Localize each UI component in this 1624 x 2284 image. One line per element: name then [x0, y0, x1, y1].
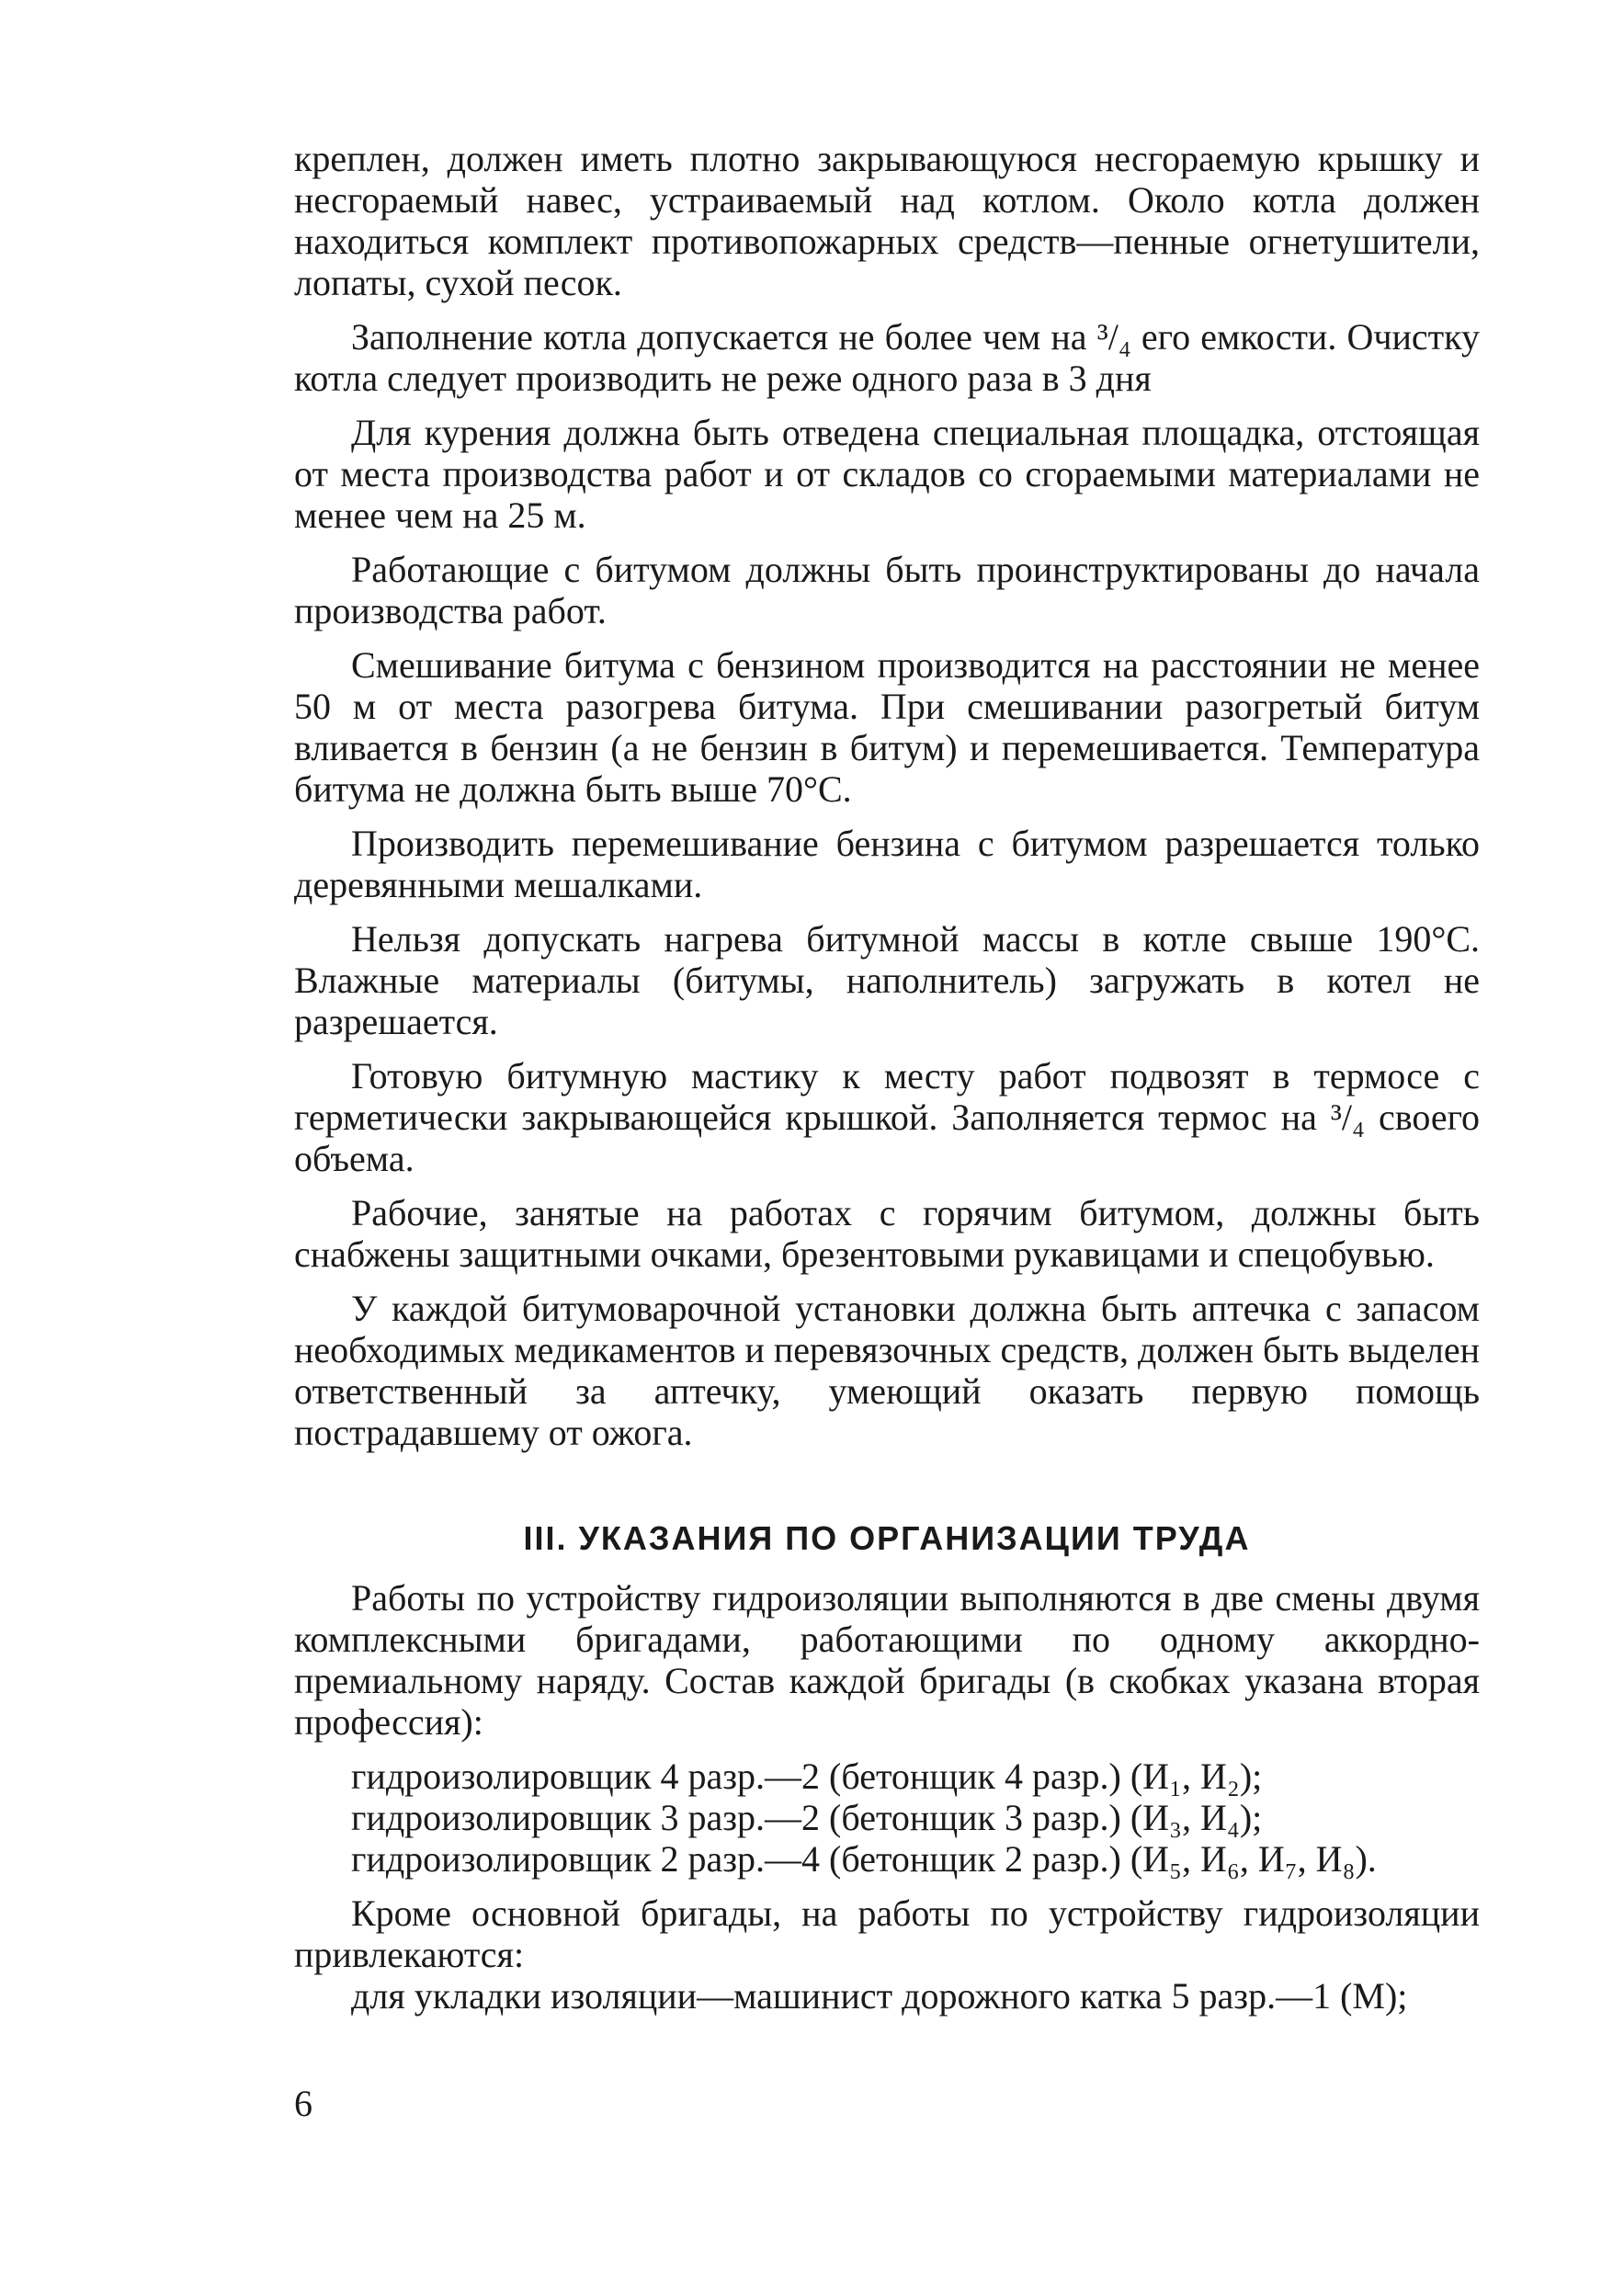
paragraph-safety-10: У каждой битумоварочной установки должна быть аптечка с запасом необходимых медикаментов и перевязочных средств, должен быть выделен ответственный за аптечку, умеющий оказать первую помощь пострадавшему от ожога.: [294, 1288, 1480, 1453]
paragraph-safety-5: Смешивание битума с бензином производится на расстоянии не менее 50 м от места разогрева битума. При смешивании разогретый битум вливается в бензин (а не бензин в битум) и перемешивается. Температура битума не должна быть выше 70°С.: [294, 644, 1480, 810]
paragraph-safety-7: Нельзя допускать нагрева битумной массы в котле свыше 190°С. Влажные материалы (битумы, наполнитель) загружать в котел не разрешается.: [294, 918, 1480, 1042]
section-heading: III. УКАЗАНИЯ ПО ОРГАНИЗАЦИИ ТРУДА: [523, 1519, 1251, 1557]
brigade-list-item-3: гидроизолировщик 2 разр.—4 (бетонщик 2 разр.) (И₅, И₆, И₇, И₈).: [351, 1838, 1377, 1880]
brigade-list-item-2: гидроизолировщик 3 разр.—2 (бетонщик 3 разр.) (И₃, И₄);: [351, 1797, 1263, 1838]
section-intro: Работы по устройству гидроизоляции выполняются в две смены двумя комплексными бригадами, работающими по одному аккордно-премиальному наряду. Состав каждой бригады (в скобках указана вторая профессия):: [294, 1577, 1480, 1743]
page-number: 6: [294, 2083, 312, 2124]
paragraph-safety-4: Работающие с битумом должны быть проинструктированы до начала производства работ.: [294, 549, 1480, 631]
extra-list-item-1: для укладки изоляции—машинист дорожного катка 5 разр.—1 (М);: [351, 1975, 1408, 2017]
paragraph-safety-8: Готовую битумную мастику к месту работ подвозят в термосе с герметически закрывающейся крышкой. Заполняется термос на ³/₄ своего объема.: [294, 1055, 1480, 1179]
paragraph-safety-6: Производить перемешивание бензина с битумом разрешается только деревянными мешалками.: [294, 823, 1480, 905]
paragraph-safety-2: Заполнение котла допускается не более чем на ³/₄ его емкости. Очистку котла следует производить не реже одного раза в 3 дня: [294, 316, 1480, 399]
paragraph-safety-1: креплен, должен иметь плотно закрывающуюся несгораемую крышку и несгораемый навес, устраиваемый над котлом. Около котла должен находиться комплект противопожарных средств—пенные огнетушители, лопаты, сухой песок.: [294, 138, 1480, 303]
paragraph-safety-3: Для курения должна быть отведена специальная площадка, отстоящая от места производства работ и от складов со сгораемыми материалами не менее чем на 25 м.: [294, 412, 1480, 536]
paragraph-safety-9: Рабочие, занятые на работах с горячим битумом, должны быть снабжены защитными очками, брезентовыми рукавицами и спецобувью.: [294, 1192, 1480, 1275]
page-body: [294, 138, 1480, 2017]
extra-intro: Кроме основной бригады, на работы по устройству гидроизоляции привлекаются:: [294, 1892, 1480, 1975]
brigade-list-item-1: гидроизолировщик 4 разр.—2 (бетонщик 4 разр.) (И₁, И₂);: [351, 1756, 1263, 1797]
